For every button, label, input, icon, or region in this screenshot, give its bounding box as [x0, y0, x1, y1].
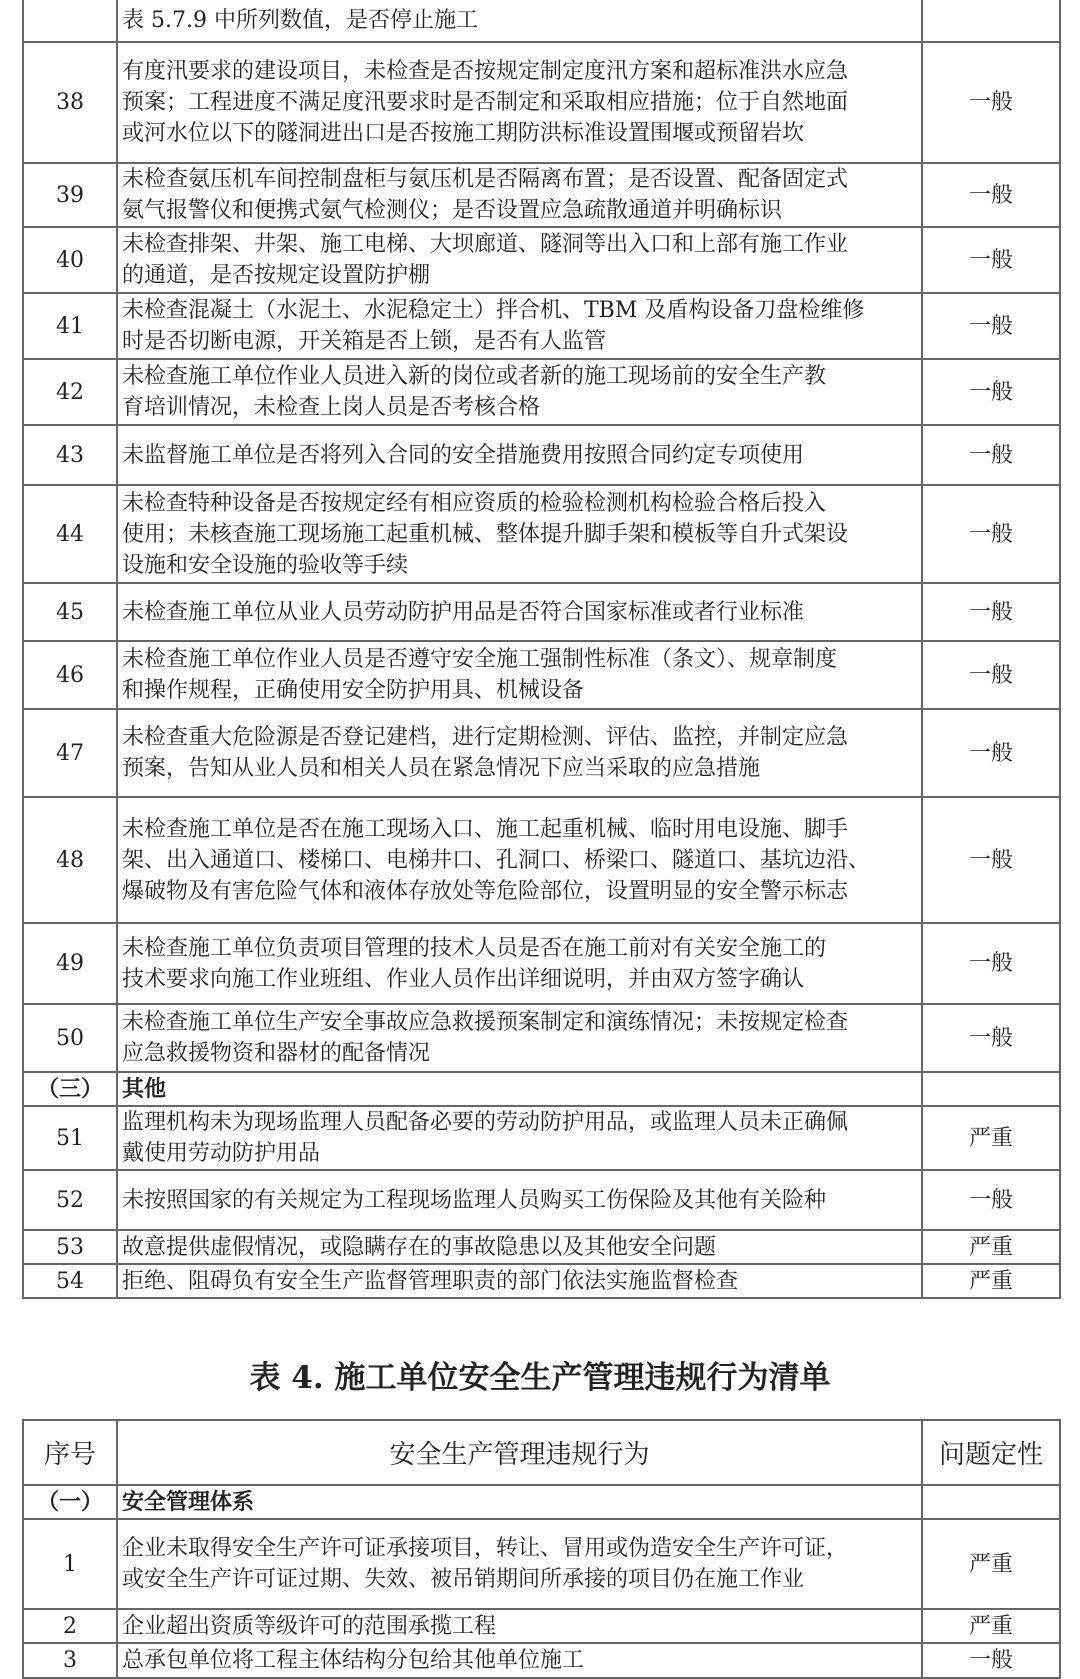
- row-number: 46: [23, 641, 117, 709]
- row-level: [922, 1485, 1060, 1519]
- row-behavior: [117, 709, 922, 797]
- row-number: （三）: [23, 1072, 117, 1106]
- row-number: 40: [23, 227, 117, 293]
- row-behavior: [117, 1519, 922, 1609]
- row-number: 41: [23, 293, 117, 359]
- behavior-line: 氨气报警仪和便携式氨气检测仪；是否设置应急疏散通道并明确标识: [122, 198, 783, 223]
- behavior-line: 未监督施工单位是否将列入合同的安全措施费用按照合同约定专项使用: [122, 442, 805, 468]
- row-level: 严重: [922, 1230, 1060, 1264]
- table-row: [23, 923, 1060, 1004]
- row-behavior: [117, 1609, 922, 1643]
- row-number: 47: [23, 709, 117, 797]
- row-number: 49: [23, 923, 117, 1004]
- row-number: 44: [23, 485, 117, 583]
- row-behavior: [117, 485, 922, 583]
- row-level: 一般: [922, 1004, 1060, 1072]
- behavior-line: 育培训情况，未检查上岗人员是否考核合格: [122, 395, 541, 420]
- behavior-line: 其他: [122, 1075, 167, 1102]
- behavior-line: 预案，告知从业人员和相关人员在紧急情况下应当采取的应急措施: [122, 756, 761, 781]
- behavior-line: 和操作规程，正确使用安全防护用具、机械设备: [122, 678, 585, 703]
- table-row: [23, 1106, 1060, 1170]
- behavior-line: 使用；未核查施工现场施工起重机械、整体提升脚手架和模板等自升式架设: [122, 521, 849, 547]
- row-behavior: [117, 227, 922, 293]
- behavior-line: 爆破物及有害危险气体和液体存放处等危险部位，设置明显的安全警示标志: [122, 878, 849, 904]
- table-row: [23, 227, 1060, 293]
- row-level: 一般: [922, 583, 1060, 641]
- header-level: 问题定性: [922, 1420, 1060, 1485]
- row-number: 48: [23, 797, 117, 923]
- behavior-line: 架、出入通道口、楼梯口、电梯井口、孔洞口、桥梁口、隧道口、基坑边沿、: [122, 847, 871, 873]
- row-level: 严重: [922, 1106, 1060, 1170]
- behavior-line: 未按照国家的有关规定为工程现场监理人员购买工伤保险及其他有关险种: [122, 1187, 827, 1213]
- section-row: [23, 1072, 1060, 1106]
- table-row: [23, 1519, 1060, 1609]
- table-row: [23, 1230, 1060, 1264]
- row-number: 54: [23, 1264, 117, 1298]
- behavior-line: 总承包单位将工程主体结构分包给其他单位施工: [122, 1648, 585, 1673]
- behavior-line: 时是否切断电源，开关箱是否上锁，是否有人监管: [122, 329, 607, 354]
- behavior-line: 有度汛要求的建设项目，未检查是否按规定制定度汛方案和超标准洪水应急: [122, 59, 849, 84]
- table-row: [23, 1004, 1060, 1072]
- row-behavior: [117, 293, 922, 359]
- row-level: 一般: [922, 359, 1060, 425]
- row-level: 严重: [922, 1609, 1060, 1643]
- table-row: [23, 641, 1060, 709]
- row-behavior: [117, 1170, 922, 1230]
- behavior-line: 未检查施工单位作业人员进入新的岗位或者新的施工现场前的安全生产教: [122, 364, 827, 389]
- table-row: [23, 293, 1060, 359]
- row-behavior: [117, 359, 922, 425]
- behavior-line: 企业未取得安全生产许可证承接项目，转让、冒用或伪造安全生产许可证，: [122, 1536, 849, 1561]
- row-level: [922, 1072, 1060, 1106]
- row-behavior: [117, 1643, 922, 1678]
- table-row: [23, 0, 1060, 42]
- behavior-line: 未检查重大危险源是否登记建档，进行定期检测、评估、监控，并制定应急: [122, 725, 849, 750]
- behavior-line: 预案；工程进度不满足度汛要求时是否制定和采取相应措施；位于自然地面: [122, 90, 849, 115]
- behavior-line: 未检查混凝土（水泥土、水泥稳定土）拌合机、TBM 及盾构设备刀盘检维修: [122, 298, 865, 323]
- row-level: [922, 0, 1060, 42]
- behavior-line: 戴使用劳动防护用品: [122, 1141, 321, 1166]
- row-behavior: [117, 425, 922, 485]
- row-number: 53: [23, 1230, 117, 1264]
- table-3-body: [23, 0, 1060, 1298]
- row-behavior: [117, 0, 922, 42]
- table-row: [23, 163, 1060, 227]
- behavior-line: 设施和安全设施的验收等手续: [122, 552, 409, 578]
- row-behavior: [117, 42, 922, 163]
- table-row: [23, 1643, 1060, 1678]
- row-number: 50: [23, 1004, 117, 1072]
- row-level: 一般: [922, 797, 1060, 923]
- table-row: [23, 1264, 1060, 1298]
- behavior-line: 未检查施工单位负责项目管理的技术人员是否在施工前对有关安全施工的: [122, 935, 827, 961]
- behavior-line: 技术要求向施工作业班组、作业人员作出详细说明，并由双方签字确认: [122, 966, 805, 992]
- row-number: 43: [23, 425, 117, 485]
- row-level: 一般: [922, 923, 1060, 1004]
- row-level: 一般: [922, 227, 1060, 293]
- header-behavior: 安全生产管理违规行为: [117, 1420, 922, 1485]
- row-level: 一般: [922, 293, 1060, 359]
- table-row: [23, 485, 1060, 583]
- row-behavior: [117, 923, 922, 1004]
- behavior-line: 故意提供虚假情况，或隐瞒存在的事故隐患以及其他安全问题: [122, 1234, 717, 1260]
- row-number: 3: [23, 1643, 117, 1678]
- table-row: [23, 1170, 1060, 1230]
- behavior-line: 企业超出资质等级许可的范围承揽工程: [122, 1613, 497, 1639]
- row-behavior: [117, 1004, 922, 1072]
- table-row: [23, 709, 1060, 797]
- row-behavior: [117, 1072, 922, 1106]
- row-level: 一般: [922, 641, 1060, 709]
- row-number: 51: [23, 1106, 117, 1170]
- table-row: [23, 359, 1060, 425]
- table-header-row: [23, 1420, 1060, 1485]
- behavior-line: 安全管理体系: [122, 1488, 255, 1515]
- row-number: 39: [23, 163, 117, 227]
- row-behavior: [117, 641, 922, 709]
- behavior-line: 监理机构未为现场监理人员配备必要的劳动防护用品，或监理人员未正确佩: [122, 1110, 849, 1135]
- row-behavior: [117, 163, 922, 227]
- behavior-line: 拒绝、阻碍负有安全生产监督管理职责的部门依法实施监督检查: [122, 1268, 739, 1294]
- behavior-line: 或河水位以下的隧洞进出口是否按施工期防洪标准设置围堰或预留岩坎: [122, 121, 805, 146]
- violations-table-3: [22, 0, 1061, 1299]
- row-behavior: [117, 1230, 922, 1264]
- table-row: [23, 797, 1060, 923]
- behavior-line: 应急救援物资和器材的配备情况: [122, 1041, 431, 1066]
- table-4-title: 表 4. 施工单位安全生产管理违规行为清单: [249, 1360, 831, 1396]
- behavior-line: 未检查氨压机车间控制盘柜与氨压机是否隔离布置；是否设置、配备固定式: [122, 167, 849, 192]
- row-number: （一）: [23, 1485, 117, 1519]
- row-number: 2: [23, 1609, 117, 1643]
- row-level: 一般: [922, 1643, 1060, 1678]
- row-behavior: [117, 583, 922, 641]
- table-row: [23, 583, 1060, 641]
- row-behavior: [117, 797, 922, 923]
- behavior-line: 未检查施工单位生产安全事故应急救援预案制定和演练情况；未按规定检查: [122, 1010, 849, 1035]
- header-no: 序号: [23, 1420, 117, 1485]
- behavior-line: 未检查排架、井架、施工电梯、大坝廊道、隧洞等出入口和上部有施工作业: [122, 232, 849, 257]
- row-behavior: [117, 1264, 922, 1298]
- behavior-line: 表 5.7.9 中所列数值，是否停止施工: [122, 8, 478, 33]
- section-row: [23, 1485, 1060, 1519]
- row-level: 严重: [922, 1519, 1060, 1609]
- behavior-line: 未检查施工单位从业人员劳动防护用品是否符合国家标准或者行业标准: [122, 599, 805, 625]
- row-level: 一般: [922, 425, 1060, 485]
- table-row: [23, 42, 1060, 163]
- table-row: [23, 425, 1060, 485]
- row-level: 一般: [922, 709, 1060, 797]
- behavior-line: 的通道，是否按规定设置防护棚: [122, 263, 431, 288]
- behavior-line: 或安全生产许可证过期、失效、被吊销期间所承接的项目仍在施工作业: [122, 1567, 805, 1592]
- row-number: [23, 0, 117, 42]
- row-behavior: [117, 1485, 922, 1519]
- row-level: 一般: [922, 163, 1060, 227]
- behavior-line: 未检查施工单位作业人员是否遵守安全施工强制性标准（条文）、规章制度: [122, 647, 838, 672]
- row-number: 38: [23, 42, 117, 163]
- row-level: 严重: [922, 1264, 1060, 1298]
- violations-table-4: [22, 1419, 1061, 1679]
- row-level: 一般: [922, 1170, 1060, 1230]
- behavior-line: 未检查施工单位是否在施工现场入口、施工起重机械、临时用电设施、脚手: [122, 816, 849, 842]
- table-row: [23, 1609, 1060, 1643]
- row-number: 45: [23, 583, 117, 641]
- row-level: 一般: [922, 42, 1060, 163]
- row-number: 42: [23, 359, 117, 425]
- row-number: 1: [23, 1519, 117, 1609]
- table-4-body: [23, 1485, 1060, 1678]
- row-level: 一般: [922, 485, 1060, 583]
- row-number: 52: [23, 1170, 117, 1230]
- row-behavior: [117, 1106, 922, 1170]
- behavior-line: 未检查特种设备是否按规定经有相应资质的检验检测机构检验合格后投入: [122, 490, 827, 516]
